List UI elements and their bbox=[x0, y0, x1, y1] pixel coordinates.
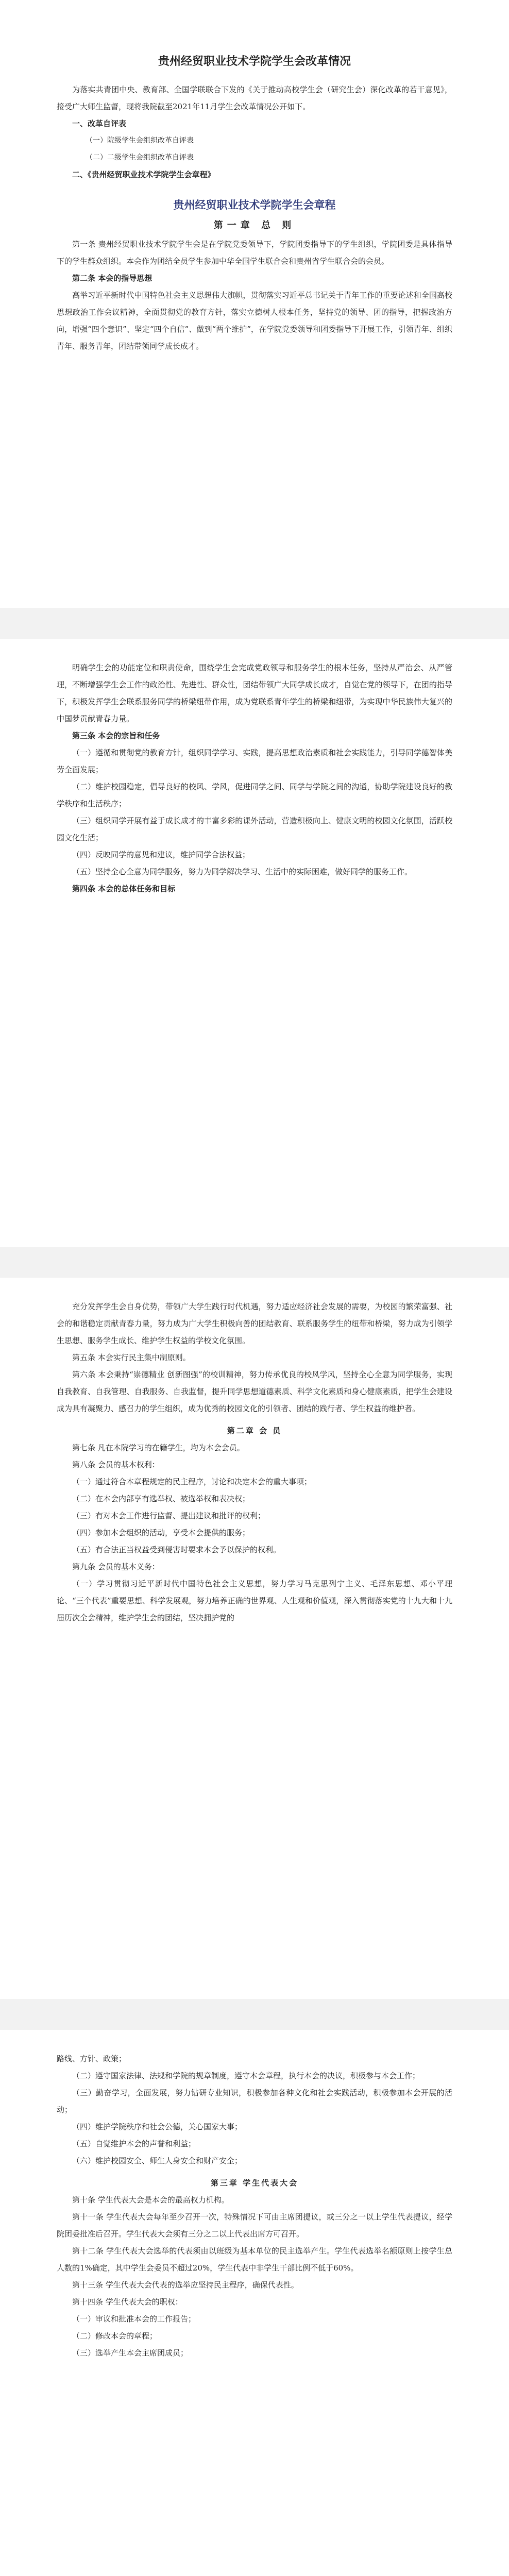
article-heading: 第三条 本会的宗旨和任务 bbox=[72, 731, 160, 740]
article-paragraph: 第八条 会员的基本权利： bbox=[72, 1460, 160, 1469]
article-paragraph: （五）坚持全心全意为同学服务，努力为同学解决学习、生活中的实际困难，做好同学的服务工作。 bbox=[72, 867, 413, 876]
page-1 bbox=[0, 0, 509, 371]
article-paragraph: 第五条 本会实行民主集中制原则。 bbox=[72, 1353, 191, 1362]
page-gap bbox=[0, 1247, 509, 1278]
toc-item-1[interactable]: （一）院级学生会组织改革自评表 bbox=[86, 137, 194, 145]
article-paragraph: 第七条 凡在本院学习的在籍学生，均为本会会员。 bbox=[72, 1443, 245, 1452]
article-paragraph: 第十三条 学生代表大会代表的选举应坚持民主程序，确保代表性。 bbox=[72, 2280, 299, 2290]
chapter-heading: 第三章 学生代表大会 bbox=[210, 2178, 299, 2188]
article-paragraph: （五）有合法正当权益受到侵害时要求本会予以保护的权利。 bbox=[72, 1545, 281, 1554]
article-paragraph: （二）维护校园稳定，倡导良好的校风、学风，促进同学之间、同学与学院之间的沟通，协助学院建设良好的教学秩序和生活秩序； bbox=[57, 782, 452, 808]
article-paragraph: 第十四条 学生代表大会的职权： bbox=[72, 2297, 183, 2307]
article-paragraph: （三）选举产生本会主席团成员； bbox=[72, 2348, 189, 2358]
article-paragraph: 第九条 会员的基本义务： bbox=[72, 1562, 160, 1571]
article-paragraph: 第六条 本会秉持“崇德精业 创新图强”的校训精神，努力传承优良的校风学风，坚持全心全意为同学服务，实现自我教育、自我管理、自我服务、自我监督，提升同学思想道德素质、科学文化素质和身心健康素质，把学生会建设成为具有凝聚力、感召力的学生组织，成为优秀的校园文化的引领者、团结的践行者、学生权益的维护者。 bbox=[57, 1370, 452, 1413]
chapter-heading: 第一章 总 则 bbox=[213, 220, 296, 231]
article-paragraph: （二）遵守国家法律、法规和学院的规章制度，遵守本会章程，执行本会的决议，积极参与本会工作； bbox=[72, 2071, 420, 2080]
article-paragraph: （一）遵循和贯彻党的教育方针，组织同学学习、实践，提高思想政治素质和社会实践能力，引导同学德智体美劳全面发展； bbox=[57, 748, 452, 774]
article-heading: 第四条 本会的总体任务和目标 bbox=[72, 884, 176, 893]
article-paragraph: （三）勤奋学习，全面发展，努力钻研专业知识，积极参加各种文化和社会实践活动，积极参加本会开展的活动； bbox=[57, 2088, 452, 2114]
page-gap bbox=[0, 1999, 509, 2030]
article-paragraph: （四）反映同学的意见和建议，维护同学合法权益； bbox=[72, 850, 250, 859]
section-heading-2: 二、《贵州经贸职业技术学院学生会章程》 bbox=[72, 170, 215, 179]
article-paragraph: （一）审议和批准本会的工作报告； bbox=[72, 2314, 196, 2324]
toc-item-2[interactable]: （二）二级学生会组织改革自评表 bbox=[86, 154, 194, 162]
article-paragraph: （四）参加本会组织的活动，享受本会提供的服务； bbox=[72, 1528, 250, 1537]
article-paragraph: （五）自觉维护本会的声誉和利益； bbox=[72, 2139, 196, 2148]
article-paragraph: （二）在本会内部享有选举权、被选举权和表决权； bbox=[72, 1494, 250, 1503]
section-heading-1: 一、改革自评表 bbox=[72, 119, 127, 128]
page-4 bbox=[0, 2030, 509, 2576]
document-title: 贵州经贸职业技术学院学生会章程 bbox=[173, 199, 336, 211]
article-heading: 第二条 本会的指导思想 bbox=[72, 274, 152, 283]
article-paragraph: （一）学习贯彻习近平新时代中国特色社会主义思想，努力学习马克思列宁主义、毛泽东思想、邓小平理论、“三个代表”重要思想、科学发展观，努力培养正确的世界观、人生观和价值观，深入贯彻落实党的十九大和十九届历次全会精神，维护学生会的团结，坚决拥护党的 bbox=[57, 1579, 452, 1622]
article-paragraph: 高举习近平新时代中国特色社会主义思想伟大旗帜，贯彻落实习近平总书记关于青年工作的重要论述和全国高校思想政治工作会议精神，全面贯彻党的教育方针，落实立德树人根本任务，坚持党的领导、团的指导，把握政治方向，增强“四个意识”、坚定“四个自信”、做到“两个维护”，在学院党委领导和团委指导下开展工作，引领青年、组织青年、服务青年，团结带领同学成长成才。 bbox=[57, 291, 452, 351]
article-paragraph: （三）组织同学开展有益于成长成才的丰富多彩的课外活动，营造积极向上、健康文明的校园文化氛围，活跃校园文化生活； bbox=[57, 816, 452, 842]
chapter-heading: 第二章 会 员 bbox=[227, 1426, 282, 1435]
article-paragraph: 第十条 学生代表大会是本会的最高权力机构。 bbox=[72, 2195, 229, 2205]
article-paragraph: 第十一条 学生代表大会每年至少召开一次，特殊情况下可由主席团提议，或三分之一以上学生代表提议，经学院团委批准后召开。学生代表大会须有三分之二以上代表出席方可召开。 bbox=[57, 2212, 452, 2239]
article-paragraph: （四）维护学院秩序和社会公德，关心国家大事； bbox=[72, 2122, 243, 2131]
article-paragraph: 明确学生会的功能定位和职责使命，围绕学生会完成党政领导和服务学生的根本任务，坚持从严治会、从严管理，不断增强学生会工作的政治性、先进性、群众性，团结带领广大同学成长成才，自觉在党的领导下，在团的指导下，积极发挥学生会联系服务同学的桥梁纽带作用，成为党联系青年学生的桥梁和纽带，为实现中华民族伟大复兴的中国梦贡献青春力量。 bbox=[57, 663, 452, 723]
page-3 bbox=[0, 1278, 509, 1999]
page-title: 贵州经贸职业技术学院学生会改革情况 bbox=[158, 55, 351, 68]
article-paragraph: 第一条 贵州经贸职业技术学院学生会是在学院党委领导下，学院团委指导下的学生组织，学院团委是具体指导下的学生群众组织。本会作为团结全员学生参加中华全国学生联合会和贵州省学生联合会的会员。 bbox=[57, 240, 452, 266]
article-paragraph: 第十二条 学生代表大会选举的代表须由以班级为基本单位的民主选举产生。学生代表选举名额原则上按学生总人数的1%确定，其中学生会委员不超过20%，学生代表中非学生干部比例不低于60%。 bbox=[57, 2246, 452, 2273]
article-paragraph: （一）通过符合本章程规定的民主程序，讨论和决定本会的重大事项； bbox=[72, 1477, 312, 1486]
article-paragraph: （三）有对本会工作进行监督、提出建议和批评的权利； bbox=[72, 1511, 266, 1520]
article-paragraph: （六）维护校园安全、师生人身安全和财产安全； bbox=[72, 2156, 243, 2165]
article-paragraph: 路线、方针、政策； bbox=[57, 2054, 127, 2063]
page-2 bbox=[0, 639, 509, 1247]
article-paragraph: 充分发挥学生会自身优势，带领广大学生践行时代机遇，努力适应经济社会发展的需要，为校园的繁荣富强、社会的和谐稳定贡献青春力量，努力成为广大学生积极向善的团结教育、联系服务学生的纽带和桥梁，努力成为引领学生思想、服务学生成长、维护学生权益的学校文化氛围。 bbox=[57, 1302, 452, 1345]
article-paragraph: （二）修改本会的章程； bbox=[72, 2331, 158, 2341]
intro-paragraph: 为落实共青团中央、教育部、全国学联联合下发的《关于推动高校学生会（研究生会）深化改革的若干意见》，接受广大师生监督，现将我院截至2021年11月学生会改革情况公开如下。 bbox=[57, 85, 452, 111]
page-gap bbox=[0, 608, 509, 639]
